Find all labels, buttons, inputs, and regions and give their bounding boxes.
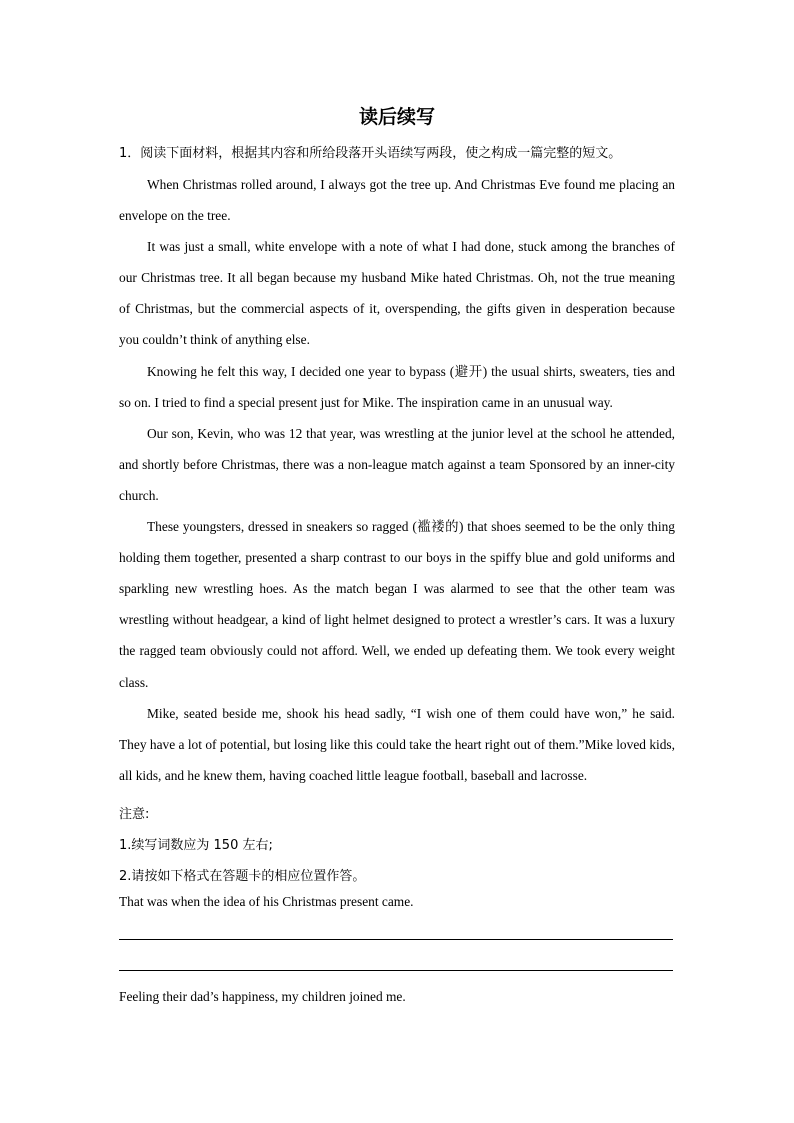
paragraph-opening-1: That was when the idea of his Christmas present came. <box>119 894 414 909</box>
answer-line <box>119 939 673 940</box>
notes-section <box>119 799 675 892</box>
page-title: 读后续写 <box>358 106 435 128</box>
passage-paragraph: It was just a small, white envelope with a note of what I had done, stuck among the branches of our Christmas tree. It all began because my husband Mike hated Christmas. Oh, not the true meaning of Christmas, but the commercial aspects of it, overspending, the gifts given in desperation because you couldn’t think of anything else. <box>119 239 675 348</box>
passage-paragraph: When Christmas rolled around, I always got the tree up. And Christmas Eve found me placing an envelope on the tree. <box>119 177 675 224</box>
reading-passage <box>119 169 675 791</box>
passage-paragraph: Our son, Kevin, who was 12 that year, was wrestling at the junior level at the school he attended, and shortly before Christmas, there was a non-league match against a team Sponsored by an inner-city church. <box>119 425 675 503</box>
notes-heading: 注意: <box>119 807 150 822</box>
note-item: 1.续写词数应为 150 左右; <box>119 838 273 854</box>
note-item: 2.请按如下格式在答题卡的相应位置作答。 <box>119 869 366 885</box>
question-instruction: 1．阅读下面材料，根据其内容和所给段落开头语续写两段，使之构成一篇完整的短文。 <box>119 146 622 161</box>
paragraph-opening-2: Feeling their dad’s happiness, my children joined me. <box>119 989 406 1004</box>
answer-line <box>119 970 673 971</box>
passage-paragraph: Knowing he felt this way, I decided one year to bypass (避开) the usual shirts, sweaters, ties and so on. I tried to find a special present just for Mike. The inspiration came in an unusual way. <box>119 363 675 410</box>
passage-paragraph: These youngsters, dressed in sneakers so ragged (褴褛的) that shoes seemed to be the only thing holding them together, presented a sharp contrast to our boys in the spiffy blue and gold uniforms and sparkling new wrestling hoes. As the match began I was alarmed to see that the other team was wrestling without headgear, a kind of light helmet designed to protect a wrestler’s cars. It was a luxury the ragged team obviously could not afford. Well, we ended up defeating them. We took every weight class. <box>119 519 675 690</box>
passage-paragraph: Mike, seated beside me, shook his head sadly, “I wish one of them could have won,” he said. They have a lot of potential, but losing like this could take the heart right out of them.”Mike loved kids, all kids, and he knew them, having coached little league football, baseball and lacrosse. <box>119 705 675 783</box>
